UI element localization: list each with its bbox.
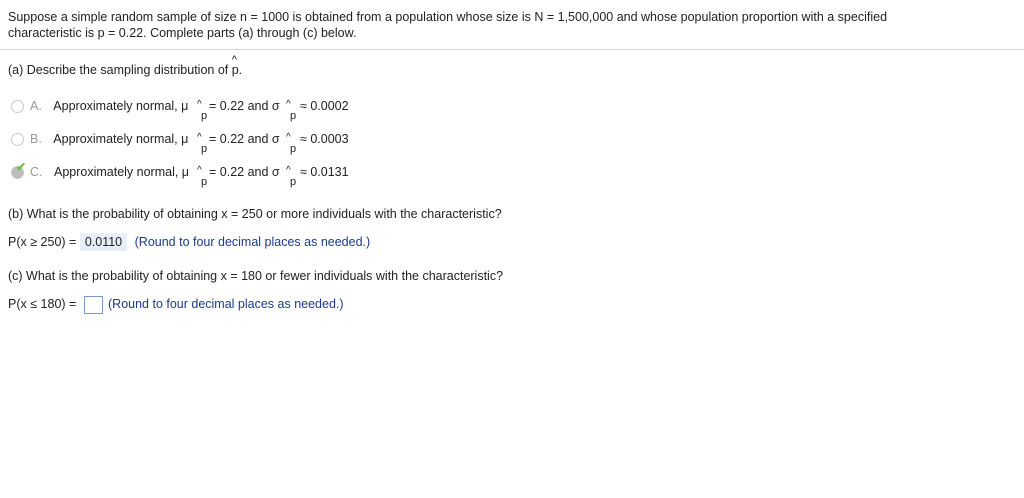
option-b-text: Approximately normal, μ: [53, 132, 189, 146]
prompt-period: .: [238, 63, 243, 77]
option-b-value: ≈ 0.0003: [300, 132, 349, 146]
option-a-sigma-sub: p: [290, 110, 297, 122]
option-c-text: Approximately normal, μ: [53, 165, 190, 179]
part-b-label: P(x ≥ 250) =: [8, 235, 80, 249]
option-a-letter: A.: [30, 99, 42, 113]
part-c-prompt: (c) What is the probability of obtaining x = 180 or fewer individuals with the characteristic?: [8, 269, 504, 283]
p-hat-symbol: [231, 54, 239, 77]
option-c-mu-sub: p: [201, 176, 208, 188]
part-c-answer-input[interactable]: [84, 296, 103, 314]
option-a-text: Approximately normal, μ: [53, 99, 189, 113]
part-a-prompt: [8, 54, 243, 77]
option-c-letter: C.: [30, 165, 43, 179]
option-b-mid: = 0.22 and σ: [209, 132, 280, 146]
option-b[interactable]: [30, 132, 188, 146]
option-c-value: ≈ 0.0131: [300, 165, 349, 179]
p-symbol: p: [231, 63, 239, 77]
part-b-hint: (Round to four decimal places as needed.): [134, 235, 371, 249]
option-b-sigma-hat: ^: [286, 132, 291, 143]
option-c[interactable]: [30, 165, 189, 179]
part-a-prompt-text: (a) Describe the sampling distribution of: [8, 63, 232, 77]
option-b-radio[interactable]: [11, 133, 24, 146]
option-c-sigma-sub: p: [290, 176, 297, 188]
option-a-mid: = 0.22 and σ: [209, 99, 280, 113]
option-c-mu-hat: ^: [197, 165, 202, 176]
option-b-sigma-sub: p: [290, 143, 297, 155]
part-b-prompt: (b) What is the probability of obtaining x = 250 or more individuals with the characteristic?: [8, 207, 502, 221]
option-a-mu-hat: ^: [197, 99, 202, 110]
part-b-answer-row: [8, 235, 370, 249]
checkmark-icon: ✔: [16, 160, 27, 174]
problem-statement: [8, 9, 887, 41]
option-a[interactable]: [30, 99, 188, 113]
option-b-mu-sub: p: [201, 143, 208, 155]
option-c-mid: = 0.22 and σ: [209, 165, 280, 179]
option-a-sigma-hat: ^: [286, 99, 291, 110]
hat-mark: ^: [231, 54, 237, 66]
option-a-value: ≈ 0.0002: [300, 99, 349, 113]
divider: [0, 49, 1024, 50]
problem-line-1: Suppose a simple random sample of size n = 1000 is obtained from a population whose size is N = 1,500,000 and whose population proportion with a specified: [8, 10, 888, 24]
problem-line-2: characteristic is p = 0.22. Complete parts (a) through (c) below.: [8, 26, 357, 40]
option-a-mu-sub: p: [201, 110, 208, 122]
option-a-radio[interactable]: [11, 100, 24, 113]
part-c-hint: (Round to four decimal places as needed.): [108, 297, 344, 311]
part-b-answer[interactable]: 0.0110: [80, 233, 127, 251]
option-b-mu-hat: ^: [197, 132, 202, 143]
part-c-label: P(x ≤ 180) =: [8, 297, 77, 311]
option-c-sigma-hat: ^: [286, 165, 291, 176]
option-b-letter: B.: [30, 132, 42, 146]
